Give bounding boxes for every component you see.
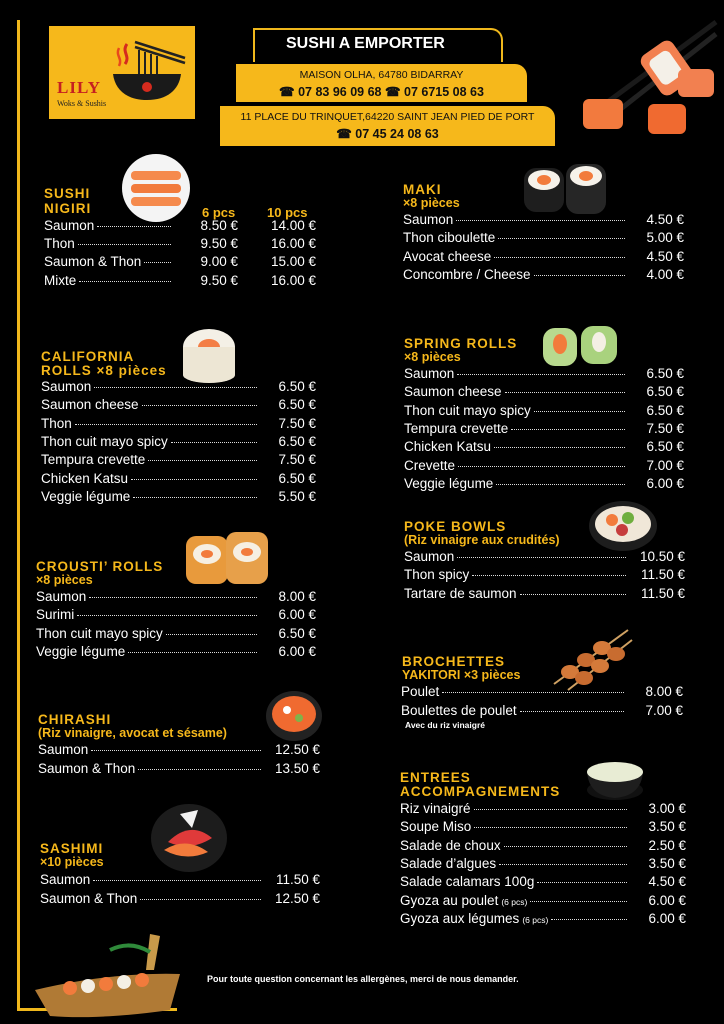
item-name: Mixte <box>44 272 77 288</box>
item-price: 6.50 € <box>278 470 316 486</box>
item-price-6pcs: 9.50 € <box>200 236 238 252</box>
item-name: Crevette <box>404 457 456 473</box>
item-price: 8.00 € <box>278 589 316 604</box>
menu-item <box>44 253 316 271</box>
item-price-10pcs: 16.00 € <box>270 236 316 252</box>
maki-subtitle: ×8 pièces <box>403 196 460 210</box>
item-name: Thon cuit mayo spicy <box>36 625 163 641</box>
menu-item <box>41 378 316 396</box>
item-price: 3.50 € <box>648 819 686 835</box>
nigiri-col-10pcs: 10 pcs <box>267 205 308 220</box>
spring-subtitle: ×8 pièces <box>404 350 461 364</box>
item-price: 3.00 € <box>648 801 686 816</box>
menu-item <box>38 760 320 778</box>
item-name: Salade de choux <box>400 837 501 853</box>
item-price-10pcs: 14.00 € <box>270 218 316 233</box>
nigiri-title-l2: NIGIRI <box>44 201 92 216</box>
item-name: Thon cuit mayo spicy <box>41 433 168 449</box>
logo-name: LILY <box>57 78 102 97</box>
item-price-6pcs: 8.50 € <box>200 218 238 233</box>
item-price: 6.50 € <box>278 397 316 413</box>
dot-leader <box>133 497 257 498</box>
dot-leader <box>79 281 171 282</box>
menu-item <box>403 248 684 266</box>
dot-leader <box>494 447 625 448</box>
menu-item <box>41 415 316 433</box>
item-price-10pcs: 15.00 € <box>270 254 316 270</box>
menu-item <box>404 402 684 420</box>
item-price: 6.00 € <box>278 607 316 623</box>
logo-tagline: Woks & Sushis <box>57 99 107 108</box>
item-price: 10.50 € <box>639 549 685 564</box>
item-name: Thon spicy <box>404 567 470 583</box>
item-price: 5.00 € <box>646 230 684 246</box>
item-name: Salade d’algues <box>400 855 497 871</box>
dot-leader <box>457 557 626 558</box>
brochettes-title: BROCHETTES <box>402 654 506 669</box>
menu-item <box>38 741 320 759</box>
dot-leader <box>520 711 624 712</box>
menu-item <box>44 235 316 253</box>
page-title: SUSHI A EMPORTER <box>286 35 445 52</box>
dot-leader <box>511 429 625 430</box>
item-price: 4.00 € <box>646 266 684 282</box>
menu-item <box>41 433 316 451</box>
item-name: Saumon cheese <box>41 397 139 413</box>
crousti-title: CROUSTI’ ROLLS <box>36 559 164 574</box>
brochettes-subtitle: YAKITORI ×3 pièces <box>402 668 521 682</box>
menu-item <box>404 548 685 566</box>
spring-title: SPRING ROLLS <box>404 336 518 351</box>
menu-item <box>44 217 316 235</box>
menu-item <box>404 457 684 475</box>
item-name: Saumon <box>403 212 454 227</box>
sushi-chopsticks-image <box>578 14 718 144</box>
dot-leader <box>140 899 261 900</box>
dot-leader <box>474 827 627 828</box>
dot-leader <box>138 769 261 770</box>
item-price-6pcs: 9.00 € <box>200 254 238 270</box>
item-name: Gyoza au poulet <box>400 892 499 908</box>
restaurant-logo <box>49 26 195 119</box>
sashimi-subtitle: ×10 pièces <box>40 855 104 869</box>
nigiri-title-l1: SUSHI <box>44 186 91 201</box>
shop1-phones: ☎ 07 83 96 09 68 ☎ 07 6715 08 63 <box>279 85 484 99</box>
item-name: Saumon <box>40 872 91 887</box>
item-name: Concombre / Cheese <box>403 266 531 282</box>
menu-item <box>400 800 686 818</box>
crousti-subtitle: ×8 pièces <box>36 573 93 587</box>
dot-leader <box>144 262 171 263</box>
menu-item <box>400 837 686 855</box>
dot-leader <box>537 882 627 883</box>
item-portion: (6 pcs) <box>501 896 528 907</box>
item-name: Poulet <box>401 684 440 699</box>
item-price: 6.00 € <box>648 892 686 908</box>
item-price: 6.50 € <box>646 366 684 381</box>
item-name: Avocat cheese <box>403 248 492 264</box>
item-price: 4.50 € <box>646 212 684 227</box>
dot-leader <box>442 692 624 693</box>
dot-leader <box>494 257 625 258</box>
menu-item <box>404 365 684 383</box>
item-name: Saumon & Thon <box>40 890 138 906</box>
item-name: Saumon & Thon <box>44 254 142 270</box>
sashimi-title: SASHIMI <box>40 841 104 856</box>
brochettes-note: Avec du riz vinaigré <box>405 720 485 730</box>
shop2-address: 11 PLACE DU TRINQUET,64220 SAINT JEAN PIED DE PORT <box>240 111 535 123</box>
item-price: 6.00 € <box>648 910 686 926</box>
spring-roll-image <box>541 322 619 368</box>
dot-leader <box>77 615 257 616</box>
sushi-boat-image <box>30 930 190 1020</box>
dot-leader <box>93 880 261 881</box>
item-name: Riz vinaigré <box>400 801 471 816</box>
entrees-title-l1: ENTREES <box>400 770 471 785</box>
item-price: 7.00 € <box>646 457 684 473</box>
menu-item <box>404 585 685 603</box>
poke-subtitle: (Riz vinaigre aux crudités) <box>404 533 560 547</box>
menu-item <box>400 818 686 836</box>
sashimi-plate-image <box>150 800 228 874</box>
item-price: 11.50 € <box>640 585 685 601</box>
item-price: 13.50 € <box>274 760 320 776</box>
dot-leader <box>171 442 257 443</box>
item-name: Chicken Katsu <box>404 439 492 455</box>
item-name: Salade calamars 100g <box>400 874 535 890</box>
item-price: 7.50 € <box>278 452 316 468</box>
dot-leader <box>505 392 625 393</box>
menu-item <box>36 606 316 624</box>
shop1-info <box>236 64 527 102</box>
chirashi-title: CHIRASHI <box>38 712 112 727</box>
item-name: Boulettes de poulet <box>401 702 517 718</box>
nigiri-plate-image <box>121 153 191 223</box>
menu-item <box>404 438 684 456</box>
header-title-box <box>253 28 503 62</box>
item-name: Thon <box>41 415 72 431</box>
menu-item <box>404 475 684 493</box>
menu-item <box>41 488 316 506</box>
item-name: Saumon <box>36 589 87 604</box>
item-name: Thon ciboulette <box>403 230 496 246</box>
item-price: 6.00 € <box>278 643 316 659</box>
menu-item <box>403 266 684 284</box>
menu-item <box>403 211 684 229</box>
menu-item <box>36 643 316 661</box>
item-name: Saumon <box>38 742 89 757</box>
item-name: Veggie légume <box>41 488 131 504</box>
dot-leader <box>131 479 257 480</box>
item-name: Saumon cheese <box>404 384 502 400</box>
dot-leader <box>520 594 626 595</box>
entrees-title-l2: ACCOMPAGNEMENTS <box>400 784 561 799</box>
dot-leader <box>148 460 257 461</box>
item-name: Tartare de saumon <box>404 585 517 601</box>
item-name: Saumon & Thon <box>38 760 136 776</box>
maki-title: MAKI <box>403 182 442 197</box>
shop2-phone: ☎ 07 45 24 08 63 <box>336 127 439 141</box>
item-name: Soupe Miso <box>400 819 472 835</box>
california-roll-image <box>180 325 238 385</box>
item-price: 11.50 € <box>275 872 320 887</box>
item-name: Chicken Katsu <box>41 470 129 486</box>
frame-left-line <box>17 20 20 1010</box>
item-name: Surimi <box>36 607 75 623</box>
menu-item <box>403 229 684 247</box>
item-price: 4.50 € <box>646 248 684 264</box>
item-price: 4.50 € <box>648 874 686 890</box>
item-name: Gyoza aux légumes <box>400 910 520 926</box>
item-name: Thon cuit mayo spicy <box>404 402 531 418</box>
item-price: 2.50 € <box>648 837 686 853</box>
dot-leader <box>534 275 625 276</box>
shop1-address: MAISON OLHA, 64780 BIDARRAY <box>299 69 464 81</box>
item-name: Saumon <box>404 549 455 564</box>
noodle-bowl-icon <box>107 40 187 102</box>
menu-item <box>400 855 686 873</box>
dot-leader <box>456 220 625 221</box>
chirashi-bowl-image <box>265 690 323 742</box>
menu-item <box>404 566 685 584</box>
item-price: 7.50 € <box>646 420 684 436</box>
crousti-roll-image <box>184 530 270 588</box>
item-price: 6.00 € <box>646 475 684 491</box>
dot-leader <box>499 864 627 865</box>
item-price: 3.50 € <box>648 855 686 871</box>
item-name: Thon <box>44 236 75 252</box>
item-price: 7.50 € <box>278 415 316 431</box>
menu-item <box>401 702 683 720</box>
menu-item <box>40 890 320 908</box>
menu-item <box>41 470 316 488</box>
chirashi-subtitle: (Riz vinaigre, avocat et sésame) <box>38 726 227 740</box>
item-name: Saumon <box>44 218 95 233</box>
dot-leader <box>457 374 625 375</box>
california-title-l1: CALIFORNIA <box>41 349 135 364</box>
dot-leader <box>142 405 257 406</box>
item-price: 6.50 € <box>278 433 316 449</box>
dot-leader <box>534 411 625 412</box>
item-price: 5.50 € <box>278 488 316 504</box>
dot-leader <box>94 387 257 388</box>
menu-item <box>400 892 686 911</box>
dot-leader <box>128 652 257 653</box>
menu-item <box>36 588 316 606</box>
item-price: 8.00 € <box>645 684 683 699</box>
side-dish-bowl-image <box>584 750 646 802</box>
menu-item <box>404 420 684 438</box>
menu-item <box>36 625 316 643</box>
menu-item <box>44 272 316 290</box>
dot-leader <box>496 484 625 485</box>
menu-item <box>41 451 316 469</box>
dot-leader <box>504 846 627 847</box>
menu-item <box>401 683 683 701</box>
dot-leader <box>474 809 627 810</box>
nigiri-col-6pcs: 6 pcs <box>202 205 236 220</box>
dot-leader <box>89 597 257 598</box>
item-price: 6.50 € <box>646 439 684 455</box>
item-price: 6.50 € <box>278 379 316 394</box>
item-price: 12.50 € <box>274 890 320 906</box>
menu-item <box>404 383 684 401</box>
maki-image <box>522 160 608 218</box>
dot-leader <box>75 424 257 425</box>
dot-leader <box>91 750 261 751</box>
dot-leader <box>78 244 171 245</box>
shop2-info <box>220 106 555 146</box>
item-name: Veggie légume <box>36 643 126 659</box>
item-price: 6.50 € <box>278 625 316 641</box>
dot-leader <box>458 466 625 467</box>
item-name: Tempura crevette <box>41 452 146 468</box>
menu-item <box>400 873 686 891</box>
item-price: 11.50 € <box>640 567 685 583</box>
item-price: 7.00 € <box>645 702 683 718</box>
dot-leader <box>498 238 625 239</box>
allergens-note: Pour toute question concernant les allergènes, merci de nous demander. <box>207 974 519 984</box>
poke-bowl-image <box>588 500 658 552</box>
item-name: Tempura crevette <box>404 420 509 436</box>
item-price-10pcs: 16.00 € <box>270 272 316 288</box>
menu-item <box>41 396 316 414</box>
item-price: 6.50 € <box>646 384 684 400</box>
item-name: Saumon <box>41 379 92 394</box>
dot-leader <box>530 901 627 902</box>
dot-leader <box>97 226 171 227</box>
item-portion: (6 pcs) <box>522 914 549 925</box>
item-price: 6.50 € <box>646 402 684 418</box>
california-title-l2: ROLLS ×8 pièces <box>41 363 167 378</box>
menu-item <box>400 910 686 929</box>
dot-leader <box>472 575 626 576</box>
poke-title: POKE BOWLS <box>404 519 507 534</box>
dot-leader <box>166 634 257 635</box>
item-price: 12.50 € <box>274 742 320 757</box>
menu-item <box>40 871 320 889</box>
item-name: Veggie légume <box>404 475 494 491</box>
item-price-6pcs: 9.50 € <box>200 272 238 288</box>
dot-leader <box>551 919 627 920</box>
item-name: Saumon <box>404 366 455 381</box>
